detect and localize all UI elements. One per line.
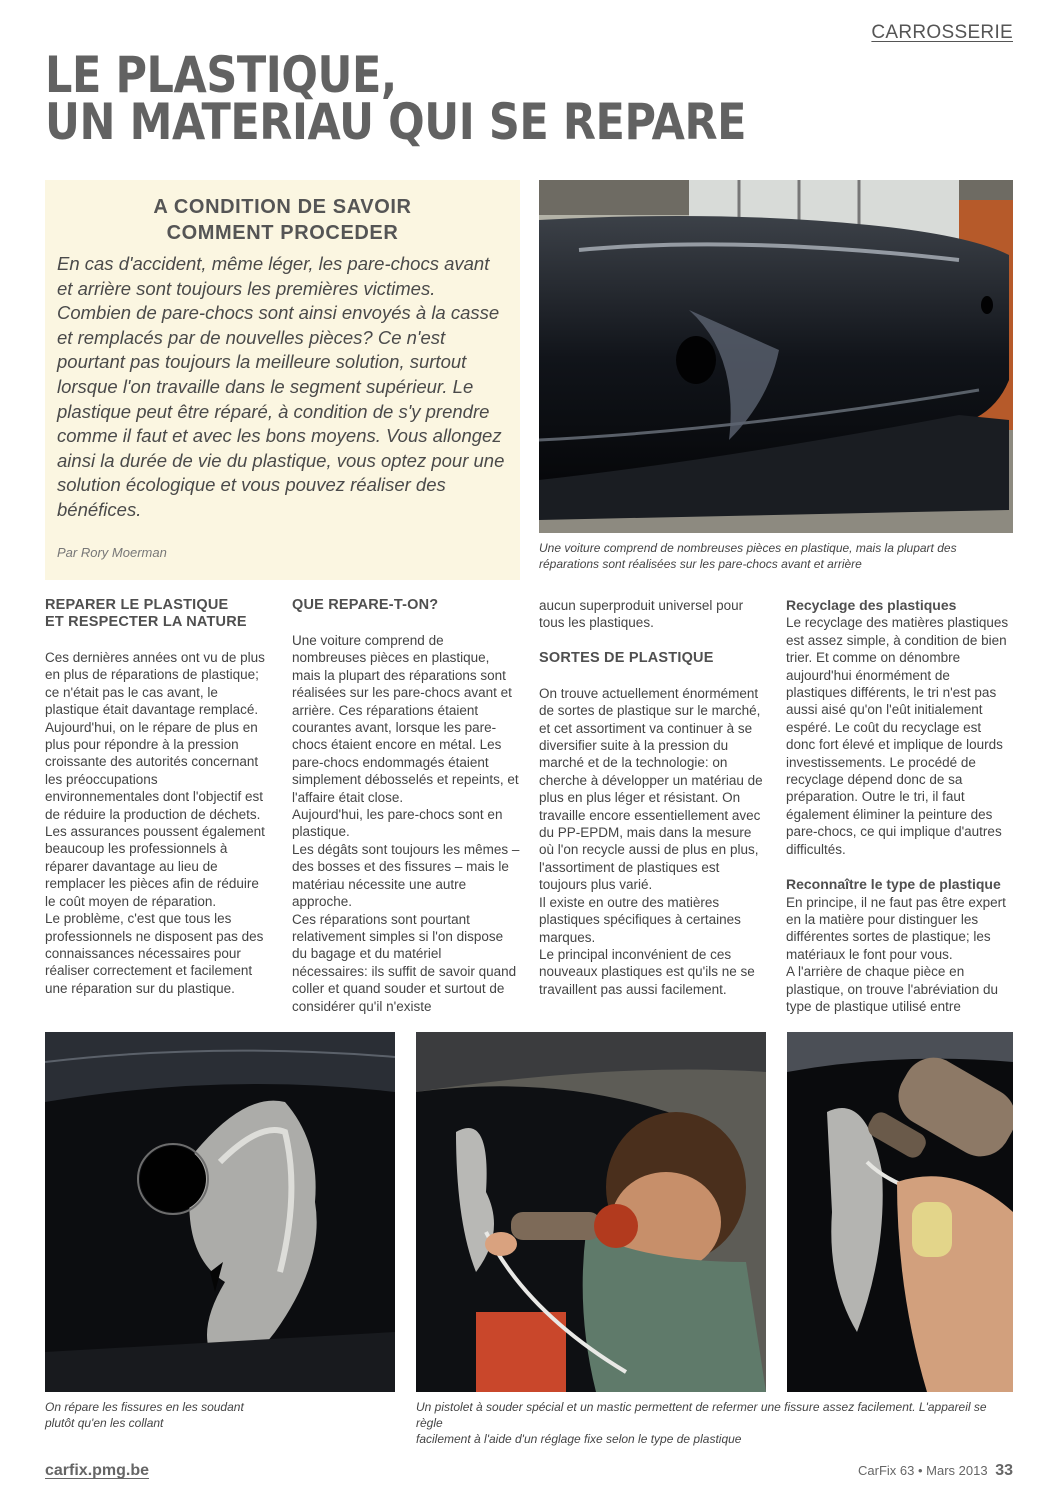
- paragraph: Ces dernières années ont vu de plus en plus de réparations de plastique; ce n'était pas le cas avant, le plastique était davantage remplacé. Aujourd'hui, on le répare de plus en plus pour répondre à la pression croissante des autorités concernant les préoccupations environnementales dont l'objectif est de réduire la production de déchets.: [45, 650, 265, 822]
- paragraph: Le principal inconvénient de ces nouveaux plastiques est qu'ils ne se travaillent pas aussi facilement.: [539, 946, 755, 997]
- heading-sortes-de-plastique: SORTES DE PLASTIQUE: [539, 649, 714, 666]
- filler-photo: [787, 1032, 1013, 1392]
- article-title: [45, 46, 747, 151]
- bumper-photo-caption: [539, 540, 1013, 572]
- paragraph: En principe, il ne faut pas être expert en la matière pour distinguer les différentes sortes de plastique; les matériaux le font pour vous.: [786, 894, 1006, 962]
- welding-photo-caption-line-1: Un pistolet à souder spécial et un mastic permettent de refermer une fissure assez facilement. L'appareil se règle: [416, 1400, 987, 1430]
- title-line-2: UN MATERIAU QUI SE REPARE: [45, 93, 747, 151]
- filler-photo-image: [787, 1032, 1013, 1392]
- crack-photo-caption: [45, 1399, 395, 1431]
- welding-photo: [416, 1032, 766, 1392]
- intro-subtitle: [57, 194, 508, 246]
- crack-photo-caption-line-2: plutôt qu'en les collant: [45, 1416, 164, 1430]
- paragraph: Il existe en outre des matières plastiques spécifiques à certaines marques.: [539, 894, 741, 945]
- subheading-recyclage: Recyclage des plastiques: [786, 597, 957, 613]
- column-3: [539, 597, 767, 998]
- paragraph: Le recyclage des matières plastiques est assez simple, à condition de bien trier. Et comme on dénombre aujourd'hui énormément de plastiques différents, le tri n'est pas aussi aisé qu'on l'eût initialement espéré. Le coût du recyclage est donc fort élevé et implique de lourds investissements. Le procédé de recyclage dépend donc de sa préparation. Outre le tri, il faut également éliminer la peinture des pare-chocs, ce qui implique d'autres difficultés.: [786, 615, 1009, 857]
- bumper-photo-caption-line-1: Une voiture comprend de nombreuses pièces en plastique, mais la plupart des: [539, 541, 957, 555]
- column-2: [292, 597, 520, 1015]
- paragraph: Ces réparations sont pourtant relativement simples si l'on dispose du bagage et du matériel nécessaires: ils suffit de savoir quand coller et quand souder et surtout de considérer qu'il n'existe: [292, 911, 517, 1014]
- crack-photo-image: [45, 1032, 395, 1392]
- intro-box: [45, 180, 520, 580]
- paragraph: A l'arrière de chaque pièce en plastique, on trouve l'abréviation du type de plastique utilisé entre: [786, 964, 998, 1014]
- bumper-photo-caption-line-2: réparations sont réalisées sur les pare-chocs avant et arrière: [539, 557, 862, 571]
- bumper-photo: [539, 180, 1013, 533]
- welding-photo-image: [416, 1032, 766, 1392]
- byline: Par Rory Moerman: [57, 545, 167, 560]
- footer-issue-info: [858, 1462, 1013, 1480]
- crack-photo-caption-line-1: On répare les fissures en les soudant: [45, 1400, 244, 1414]
- welding-photo-caption: [416, 1399, 1016, 1447]
- intro-subtitle-line-2: COMMENT PROCEDER: [166, 222, 399, 244]
- website-link[interactable]: carfix.pmg.be: [45, 1462, 150, 1479]
- paragraph: Une voiture comprend de nombreuses pièces en plastique, mais la plupart des réparations sont réalisées sur les pare-chocs avant et arrière. Ces réparations étaient courantes avant, lorsque les pare-chocs étaient encore en métal. Les pare-chocs endommagés étaient simplement débosselés et repeints, et l'affaire était close.: [292, 633, 519, 805]
- heading-reparer-plastique: [45, 597, 273, 631]
- welding-photo-caption-line-2: facilement à l'aide d'un réglage fixe selon le type de plastique: [416, 1432, 742, 1446]
- column-4: [786, 597, 1014, 1015]
- intro-lead: En cas d'accident, même léger, les pare-chocs avant et arrière sont toujours les premières victimes. Combien de pare-chocs sont ainsi envoyés à la casse et remplacés par de nouvelles pièces? Ce n'est pourtant pas toujours la meilleure solution, surtout lorsque l'on travaille dans le segment supérieur. Le plastique peut être réparé, à condition de s'y prendre comme il faut et avec les bons moyens. Vous allongez ainsi la durée de vie du plastique, vous optez pour une solution écologique et vous pouvez réaliser des bénéfices.: [57, 253, 505, 520]
- paragraph: Aujourd'hui, les pare-chocs sont en plastique.: [292, 807, 503, 840]
- column-1: [45, 597, 273, 997]
- page-number: 33: [995, 1462, 1013, 1479]
- heading-line-1: REPARER LE PLASTIQUE: [45, 597, 229, 613]
- title-line-1: LE PLASTIQUE,: [45, 46, 397, 104]
- heading-line-2: ET RESPECTER LA NATURE: [45, 614, 247, 630]
- crack-photo: [45, 1032, 395, 1392]
- paragraph: On trouve actuellement énormément de sortes de plastique sur le marché, et cet assortiment va continuer à se diversifier suite à la pression du marché et de la technologie: on cherche à développer un matériau de plus en plus léger et résistant. On travaille encore essentiellement avec du PP-EPDM, mais dans la mesure où l'on recycle aussi de plus en plus, l'assortiment de plastiques est toujours plus varié.: [539, 685, 763, 893]
- paragraph: Les dégâts sont toujours les mêmes – des bosses et des fissures – mais le matériau nécessite une autre approche.: [292, 841, 520, 910]
- paragraph: Les assurances poussent également beaucoup les professionnels à réparer davantage au lieu de remplacer les pièces afin de réduire le coût moyen de réparation.: [45, 824, 265, 909]
- intro-subtitle-line-1: A CONDITION DE SAVOIR: [153, 196, 412, 218]
- issue-label: CarFix 63 • Mars 2013: [858, 1463, 988, 1478]
- paragraph: Le problème, c'est que tous les professionnels ne disposent pas des connaissances nécessaires pour réaliser correctement et facilement une réparation sur du plastique.: [45, 911, 264, 996]
- subheading-reconnaitre-type: Reconnaître le type de plastique: [786, 876, 1001, 893]
- bumper-photo-image: [539, 180, 1013, 533]
- heading-que-repare-t-on: QUE REPARE-T-ON?: [292, 597, 439, 613]
- section-tag: CARROSSERIE: [871, 22, 1013, 43]
- paragraph: aucun superproduit universel pour tous les plastiques.: [539, 598, 744, 631]
